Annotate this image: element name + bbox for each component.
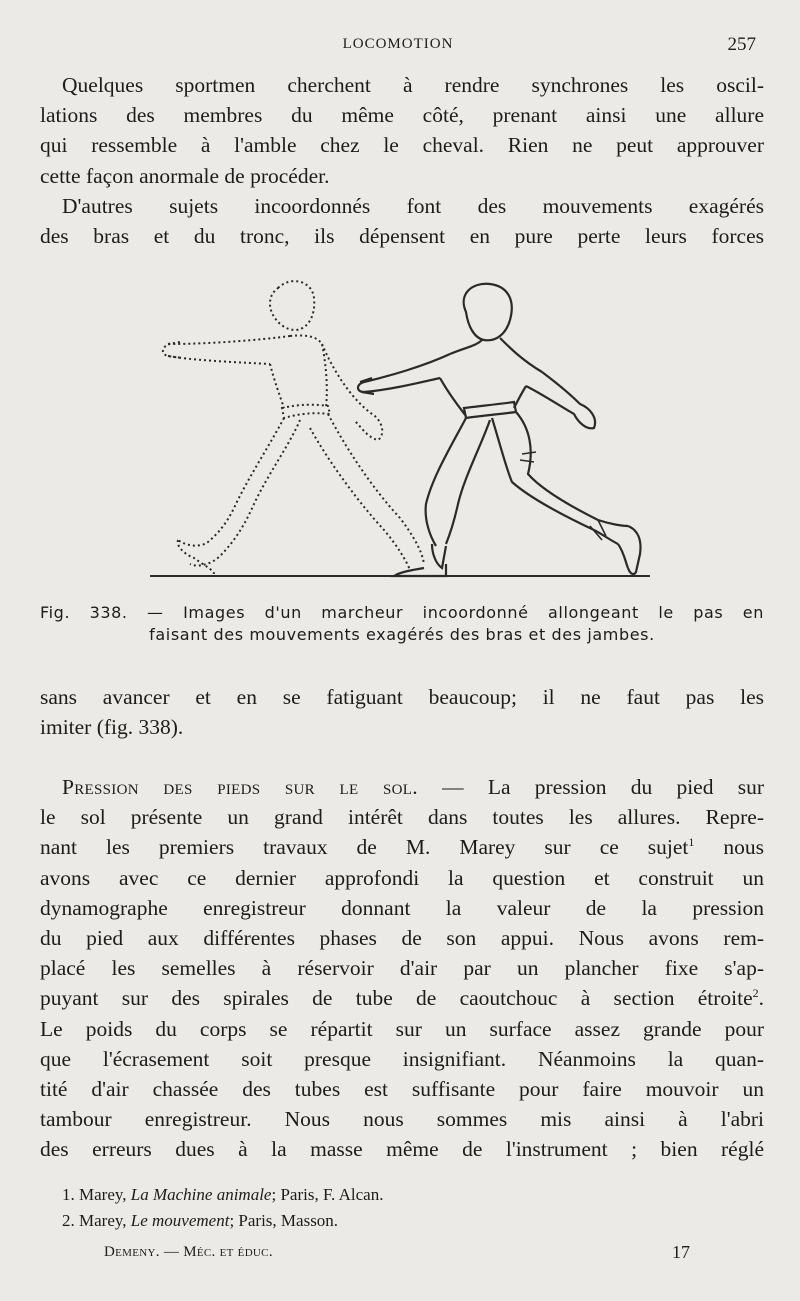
footnote-ref: 2 [752,986,759,1001]
text-line [40,983,764,1013]
printer-signature: Demeny. — Méc. et éduc. [104,1244,273,1260]
text-line: sans avancer et en se fatiguant beaucoup; il ne faut pas les [40,685,764,709]
text-line: le sol présente un grand intérêt dans toutes les allures. Repre- [40,805,764,830]
text-line [40,772,764,802]
paragraph-amble [40,70,764,191]
text-line: avons avec ce dernier approfondi la question et construit un [40,865,764,890]
paragraph-imiter [40,682,764,742]
footnote-text: ; Paris, Masson. [229,1211,339,1230]
footnote-text: 2. Marey, [62,1211,131,1230]
text-run: nant les premiers travaux de M. Marey sur ce sujet [40,835,689,860]
text-run: — La pression du pied sur [417,775,764,799]
footnote-title: La Machine animale [130,1185,272,1204]
text-run: nous [694,835,764,860]
text-line: imiter (fig. 338). [40,715,184,740]
text-line: du pied aux différentes phases de son appui. Nous avons rem- [40,926,764,951]
footnote-1 [62,1182,662,1208]
caption-line: faisant des mouvements exagérés des bras et des jambes. [149,625,655,644]
figure-caption [40,602,764,646]
footnote-text: ; Paris, F. Alcan. [271,1185,384,1204]
text-line: dynamographe enregistreur donnant la valeur de la pression [40,895,764,920]
footnote-text: 1. Marey, [62,1185,131,1204]
text-line: des erreurs dues à la masse même de l'instrument ; bien réglé [40,1137,764,1162]
text-line: tité d'air chassée des tubes est suffisante pour faire mouvoir un [40,1077,764,1102]
text-line: cette façon anormale de procéder. [40,163,330,188]
running-title: LOCOMOTION [342,36,454,52]
sheet-number: 17 [672,1242,690,1262]
text-line: placé les semelles à réservoir d'air par un plancher fixe s'ap- [40,956,764,981]
text-line [40,832,764,862]
page-number: 257 [727,34,756,55]
solid-walker [358,284,641,576]
paragraph-incoordonnes [40,191,764,251]
footnote-2 [62,1208,662,1234]
text-run: . [758,986,764,1011]
figure-338-walker-illustration [150,268,660,588]
caption-line: Fig. 338. — Images d'un marcheur incoordonné allongeant le pas en [40,603,764,622]
text-line: des bras et du tronc, ils dépensent en pure perte leurs forces [40,224,764,249]
text-line: que l'écrasement soit presque insignifiant. Néanmoins la quan- [40,1046,764,1071]
text-line: Quelques sportmen cherchent à rendre synchrones les oscil- [62,73,764,97]
text-line: lations des membres du même côté, prenant ainsi une allure [40,103,764,128]
text-line: Le poids du corps se répartit sur un surface assez grande pour [40,1016,764,1041]
footnotes [62,1182,662,1234]
running-head [40,34,756,54]
text-line: qui ressemble à l'amble chez le cheval. Rien ne peut approuver [40,133,764,158]
text-line: D'autres sujets incoordonnés font des mouvements exagérés [62,194,764,218]
footnote-title: Le mouvement [130,1211,230,1230]
walker-drawing [150,268,660,588]
paragraph-pression [40,772,764,1165]
section-heading: Pression des pieds sur le sol. [62,775,418,799]
dotted-walker [163,281,424,574]
text-line: tambour enregistreur. Nous nous sommes mis ainsi à l'abri [40,1107,764,1132]
footnote-ref: 1 [688,835,695,850]
text-run: puyant sur des spirales de tube de caoutchouc à section étroite [40,986,753,1011]
